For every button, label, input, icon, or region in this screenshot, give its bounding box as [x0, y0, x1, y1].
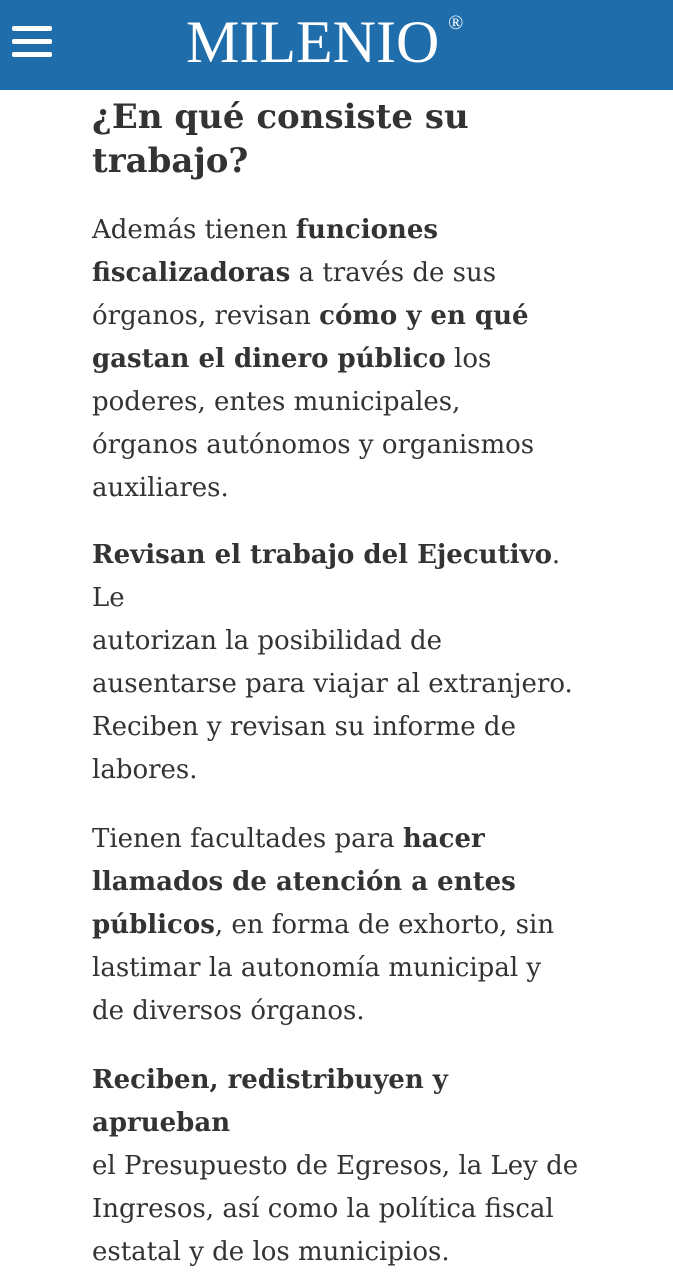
- hamburger-menu-icon[interactable]: [12, 24, 52, 60]
- text: , en forma de exhorto, sin: [214, 910, 555, 940]
- heading-line: trabajo?: [92, 141, 249, 181]
- paragraph-llamados: [92, 818, 592, 1033]
- text: autorizan la posibilidad de: [92, 626, 443, 656]
- text: . Le: [92, 540, 561, 613]
- text: a través de sus: [290, 258, 497, 288]
- bold-text: hacer: [402, 824, 485, 854]
- text: órganos autónomos y organismos: [92, 430, 535, 460]
- text: lastimar la autonomía municipal y: [92, 953, 542, 983]
- top-bar: [0, 0, 673, 90]
- text: el Presupuesto de Egresos, la Ley de: [92, 1151, 579, 1181]
- text: los: [445, 344, 492, 374]
- logo-text: MILENIO: [186, 9, 440, 75]
- bold-text: funciones: [295, 215, 438, 245]
- bold-text: Revisan el trabajo del Ejecutivo: [92, 540, 552, 570]
- heading-line: ¿En qué consiste su: [92, 97, 469, 137]
- text: Tienen facultades para: [92, 824, 403, 854]
- text: poderes, entes municipales,: [92, 387, 461, 417]
- text: Ingresos, así como la política fiscal: [92, 1194, 554, 1224]
- article-heading: [92, 95, 592, 183]
- article-body: [92, 95, 592, 1274]
- bold-text: cómo y en qué: [319, 301, 529, 331]
- bold-text: gastan el dinero público: [92, 344, 446, 374]
- text: auxiliares.: [92, 473, 229, 503]
- text: Reciben y revisan su informe de: [92, 712, 516, 742]
- paragraph-ejecutivo: [92, 534, 592, 792]
- bold-text: Reciben, redistribuyen y aprueban: [92, 1065, 448, 1138]
- text: Además tienen: [92, 215, 296, 245]
- menu-bar-line: [12, 26, 52, 31]
- paragraph-fiscalizadoras: [92, 209, 592, 510]
- text: estatal y de los municipios.: [92, 1237, 450, 1267]
- milenio-logo[interactable]: [186, 9, 464, 75]
- menu-bar-line: [12, 39, 52, 44]
- bold-text: fiscalizadoras: [92, 258, 291, 288]
- registered-mark: ®: [448, 12, 464, 34]
- text: labores.: [92, 755, 198, 785]
- bold-text: llamados de atención a entes: [92, 867, 516, 897]
- paragraph-presupuesto: [92, 1059, 592, 1274]
- text: de diversos órganos.: [92, 996, 365, 1026]
- text: ausentarse para viajar al extranjero.: [92, 669, 573, 699]
- bold-text: públicos: [92, 910, 215, 940]
- text: órganos, revisan: [92, 301, 320, 331]
- menu-bar-line: [12, 52, 52, 57]
